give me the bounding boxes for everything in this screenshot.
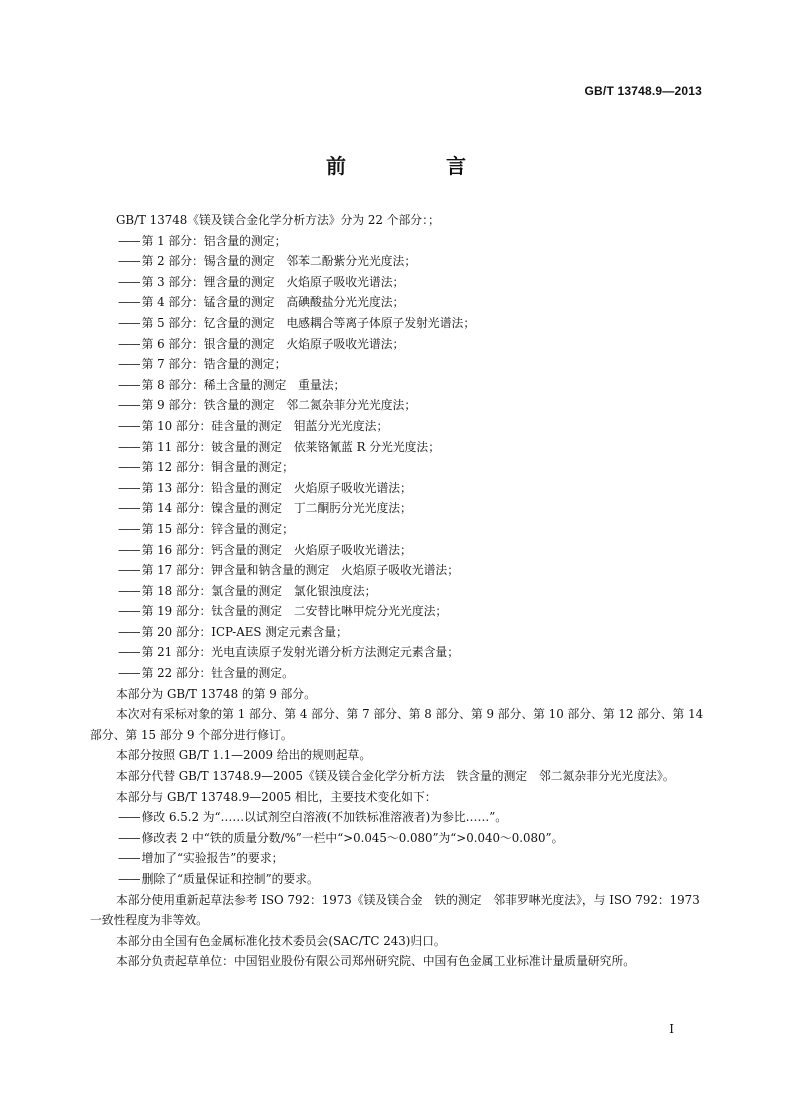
foreword-body [90,210,707,972]
list-item: —— 第 9 部分：铁含量的测定 邻二氮杂菲分光光度法； [90,395,704,416]
intro-paragraph: GB/T 13748《镁及镁合金化学分析方法》分为 22 个部分：； [116,213,440,227]
list-item: —— 第 7 部分：锆含量的测定； [90,354,704,375]
list-item: —— 第 6 部分：银含量的测定 火焰原子吸收光谱法； [90,334,704,355]
body-paragraph: 本部分为 GB/T 13748 的第 9 部分。 [116,686,316,701]
body-paragraph: 本部分使用重新起草法参考 ISO 792：1973《镁及镁合金 铁的测定 邻菲罗啉光度法》，与 ISO 792：1973 一致性程度为非等效。 [90,892,704,928]
list-item: —— 第 4 部分：锰含量的测定 高碘酸盐分光光度法； [90,292,704,313]
list-item: —— 第 5 部分：钇含量的测定 电感耦合等离子体原子发射光谱法； [90,313,704,334]
body-paragraph: 本部分代替 GB/T 13748.9—2005《镁及镁合金化学分析方法 铁含量的测定 邻二氮杂菲分光光度法》。 [116,769,675,784]
list-item: —— 第 1 部分：铝含量的测定； [90,231,704,252]
list-item: —— 第 20 部分：ICP-AES 测定元素含量； [90,622,704,643]
list-item: —— 第 18 部分：氯含量的测定 氯化银浊度法； [90,581,704,602]
list-item: —— 第 13 部分：铅含量的测定 火焰原子吸收光谱法； [90,478,704,499]
page-number: I [669,1022,674,1036]
page-title: 前 言 [326,154,506,178]
list-item: —— 第 16 部分：钙含量的测定 火焰原子吸收光谱法； [90,540,704,561]
list-item: —— 第 19 部分：钛含量的测定 二安替比啉甲烷分光光度法； [90,601,704,622]
list-item: —— 修改表 2 中“铁的质量分数/%”一栏中“>0.045～0.080”为“>0.040～0.080”。 [90,828,704,849]
list-item: —— 第 10 部分：硅含量的测定 钼蓝分光光度法； [90,416,704,437]
list-item: —— 第 2 部分：锡含量的测定 邻苯二酚紫分光光度法； [90,251,704,272]
list-item: —— 修改 6.5.2 为“……以试剂空白溶液(不加铁标准溶液者)为参比……”。 [90,807,704,828]
body-paragraph: 本部分由全国有色金属标准化技术委员会(SAC/TC 243)归口。 [116,933,446,948]
changes-list [90,807,704,889]
body-paragraph: 本部分按照 GB/T 1.1—2009 给出的规则起草。 [116,748,372,763]
list-item: —— 第 8 部分：稀土含量的测定 重量法； [90,375,704,396]
parts-list [90,231,704,684]
body-paragraph: 本次对有采标对象的第 1 部分、第 4 部分、第 7 部分、第 8 部分、第 9 部分、第 10 部分、第 12 部分、第 14 部分、第 15 部分 9 个部分进行修订。 [90,707,707,742]
standard-number: GB/T 13748.9—2013 [584,84,702,98]
list-item: —— 第 3 部分：锂含量的测定 火焰原子吸收光谱法； [90,272,704,293]
list-item: —— 第 22 部分：钍含量的测定。 [90,663,704,684]
body-paragraph: 本部分负责起草单位：中国铝业股份有限公司郑州研究院、中国有色金属工业标准计量质量研究所。 [116,954,636,969]
list-item: —— 删除了“质量保证和控制”的要求。 [90,869,704,890]
list-item: —— 第 12 部分：铜含量的测定； [90,457,704,478]
list-item: —— 增加了“实验报告”的要求； [90,848,704,869]
list-item: —— 第 14 部分：镍含量的测定 丁二酮肟分光光度法； [90,498,704,519]
list-item: —— 第 11 部分：铍含量的测定 依莱铬氰蓝 R 分光光度法； [90,437,704,458]
list-item: —— 第 21 部分：光电直读原子发射光谱分析方法测定元素含量； [90,642,704,663]
body-paragraph: 本部分与 GB/T 13748.9—2005 相比，主要技术变化如下： [116,789,437,804]
list-item: —— 第 17 部分：钾含量和钠含量的测定 火焰原子吸收光谱法； [90,560,704,581]
list-item: —— 第 15 部分：锌含量的测定； [90,519,704,540]
